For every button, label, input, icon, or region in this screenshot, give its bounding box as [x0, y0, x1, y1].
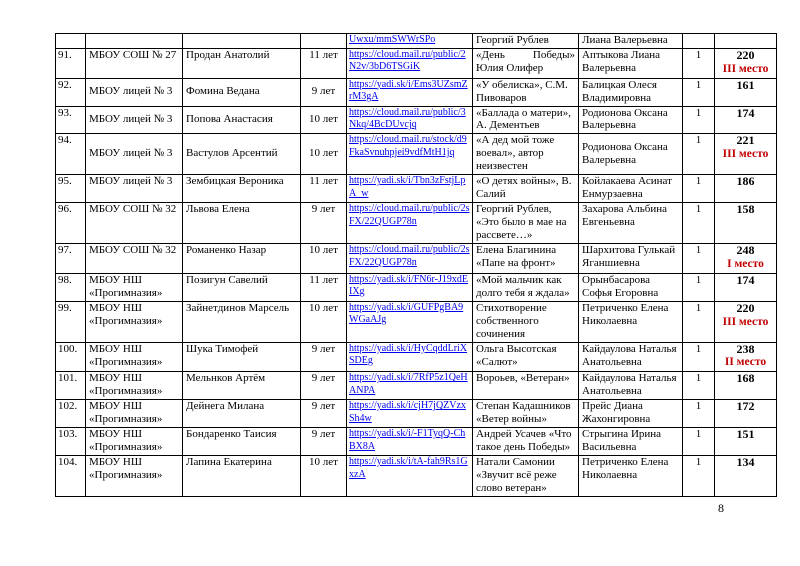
- count-cell: 1: [683, 48, 715, 78]
- table-row: [56, 78, 777, 106]
- age-cell: 10 лет: [301, 456, 347, 497]
- row-number-cell: 102.: [56, 400, 86, 428]
- participant-name-cell: Позигун Савелий: [183, 273, 301, 301]
- score-cell: [715, 456, 777, 497]
- school-cell: МБОУ НШ «Прогимназия»: [86, 273, 183, 301]
- row-number-cell: 91.: [56, 48, 86, 78]
- row-number-cell: 98.: [56, 273, 86, 301]
- age-cell: 9 лет: [301, 372, 347, 400]
- teacher-cell: Аптыкова Лиана Валерьевна: [579, 48, 683, 78]
- row-number-cell: 96.: [56, 203, 86, 244]
- score-cell: [715, 175, 777, 203]
- school-cell: МБОУ НШ «Прогимназия»: [86, 301, 183, 342]
- age-cell: 9 лет: [301, 203, 347, 244]
- teacher-cell: Стрыгина Ирина Васильевна: [579, 428, 683, 456]
- school-cell: МБОУ лицей № 3: [86, 175, 183, 203]
- work-link[interactable]: https://yadi.sk/i/HyCqddLriXSDEg: [349, 342, 468, 367]
- count-cell: 1: [683, 400, 715, 428]
- row-number-cell: 99.: [56, 301, 86, 342]
- participant-name-cell: Вастулов Арсентий: [183, 134, 301, 175]
- work-link[interactable]: https://yadi.sk/i/tA-fah9Rs1GxzA: [349, 456, 468, 480]
- teacher-cell: Балицкая Олеся Владимировна: [579, 78, 683, 106]
- work-link[interactable]: https://cloud.mail.ru/public/2N2v/3bD6TSGiK: [349, 48, 466, 73]
- work-link-cell: [347, 301, 473, 342]
- count-cell: [683, 34, 715, 49]
- score-value: 221: [736, 133, 755, 148]
- score-value: 220: [736, 48, 755, 62]
- score-value: 186: [736, 174, 755, 189]
- participant-name-cell: Дейнега Милана: [183, 400, 301, 428]
- school-cell: МБОУ НШ «Прогимназия»: [86, 456, 183, 497]
- carryover-row: [56, 34, 777, 49]
- table-row: [56, 301, 777, 342]
- row-number-cell: 100.: [56, 342, 86, 372]
- score-cell: [715, 244, 777, 274]
- teacher-cell: Лиана Валерьевна: [579, 34, 683, 49]
- row-number-cell: 95.: [56, 175, 86, 203]
- work-link-cell: [347, 134, 473, 175]
- school-cell: МБОУ СОШ № 27: [86, 48, 183, 78]
- score-cell: [715, 34, 777, 49]
- work-title-cell: «О детях войны», В. Салий: [473, 175, 579, 203]
- score-cell: [715, 301, 777, 342]
- participant-name-cell: Романенко Назар: [183, 244, 301, 274]
- teacher-cell: Захарова Альбина Евгеньевна: [579, 203, 683, 244]
- score-cell: [715, 106, 777, 134]
- score-value: 161: [736, 78, 755, 92]
- school-cell: МБОУ лицей № 3: [86, 134, 183, 175]
- teacher-cell: Кайдаулова Наталья Анатольевна: [579, 372, 683, 400]
- table-row: [56, 244, 777, 274]
- work-title-cell: Георгий Рублев, «Это было в мае на рассвете…»: [473, 203, 579, 244]
- participant-name-cell: Лапина Екатерина: [183, 456, 301, 497]
- work-link-cell: [347, 342, 473, 372]
- score-value: 174: [736, 273, 755, 287]
- teacher-cell: Петриченко Елена Николаевна: [579, 301, 683, 342]
- score-cell: [715, 428, 777, 456]
- participant-name-cell: Попова Анастасия: [183, 106, 301, 134]
- place-label: III место: [722, 148, 769, 161]
- place-label: II место: [724, 356, 767, 369]
- score-value: 134: [736, 455, 755, 470]
- participant-name-cell: Бондаренко Таисия: [183, 428, 301, 456]
- school-cell: МБОУ НШ «Прогимназия»: [86, 428, 183, 456]
- work-link[interactable]: https://cloud.mail.ru/public/2sFX/22QUGP78n: [349, 244, 470, 268]
- score-cell: [715, 48, 777, 78]
- age-cell: 11 лет: [301, 175, 347, 203]
- score-cell: [715, 203, 777, 244]
- row-number-cell: 92.: [56, 78, 86, 106]
- work-link-cell: [347, 372, 473, 400]
- score-value: 174: [736, 106, 755, 120]
- score-value: 220: [736, 301, 755, 315]
- work-link[interactable]: https://yadi.sk/i/cjH7jQZVzxSh4w: [349, 400, 466, 424]
- participant-name-cell: [183, 34, 301, 49]
- age-cell: 9 лет: [301, 428, 347, 456]
- age-cell: 11 лет: [301, 48, 347, 78]
- age-cell: 9 лет: [301, 400, 347, 428]
- work-link-cell: [347, 244, 473, 274]
- table-row: [56, 134, 777, 175]
- count-cell: 1: [683, 428, 715, 456]
- age-cell: 9 лет: [301, 342, 347, 372]
- table-row: [56, 342, 777, 372]
- work-title-cell: «Баллада о матери», А. Дементьев: [473, 106, 579, 134]
- count-cell: 1: [683, 301, 715, 342]
- count-cell: 1: [683, 175, 715, 203]
- count-cell: 1: [683, 273, 715, 301]
- score-value: 151: [736, 427, 755, 442]
- score-value: 168: [736, 371, 755, 386]
- school-cell: [86, 34, 183, 49]
- work-link[interactable]: https://yadi.sk/i/Tbn3zFstjLpA_w: [349, 175, 466, 199]
- teacher-cell: Петриченко Елена Николаевна: [579, 456, 683, 497]
- row-number-cell: 93.: [56, 106, 86, 134]
- work-link[interactable]: https://cloud.mail.ru/public/3Nkq/4BcDUvcjq: [349, 106, 466, 130]
- participant-name-cell: Шука Тимофей: [183, 342, 301, 372]
- count-cell: 1: [683, 106, 715, 134]
- count-cell: 1: [683, 78, 715, 106]
- participant-name-cell: Мельнков Артём: [183, 372, 301, 400]
- count-cell: 1: [683, 372, 715, 400]
- page-number: 8: [718, 501, 724, 515]
- school-cell: МБОУ лицей № 3: [86, 78, 183, 106]
- teacher-cell: Орынбасарова Софья Егоровна: [579, 273, 683, 301]
- school-cell: МБОУ СОШ № 32: [86, 244, 183, 274]
- work-title-cell: Елена Благинина «Папе на фронт»: [473, 244, 579, 274]
- results-table: [55, 33, 777, 497]
- work-link[interactable]: Uwxu/mmSWWrSPo: [349, 34, 436, 45]
- age-cell: [301, 34, 347, 49]
- work-link-cell: [347, 428, 473, 456]
- work-title-cell: Георгий Рублев: [473, 34, 579, 49]
- age-cell: 10 лет: [301, 134, 347, 175]
- work-link[interactable]: https://yadi.sk/i/GUFPgBA9WGaAJg: [349, 301, 464, 326]
- teacher-cell: Шархитова Гулькай Яганшиевна: [579, 244, 683, 274]
- score-cell: [715, 372, 777, 400]
- row-number-cell: 101.: [56, 372, 86, 400]
- school-cell: МБОУ НШ «Прогимназия»: [86, 372, 183, 400]
- score-cell: [715, 78, 777, 106]
- work-title-cell: «У обелиска», С.М. Пивоваров: [473, 78, 579, 106]
- score-value: 172: [736, 399, 755, 414]
- work-link-cell: [347, 175, 473, 203]
- row-number-cell: 103.: [56, 428, 86, 456]
- score-value: 158: [736, 202, 755, 217]
- participant-name-cell: Зембицкая Вероника: [183, 175, 301, 203]
- row-number-cell: 97.: [56, 244, 86, 274]
- work-title-cell: «День Победы» Юлия Олифер: [473, 48, 579, 78]
- work-link-cell: [347, 34, 473, 49]
- table-row: [56, 106, 777, 134]
- score-cell: [715, 342, 777, 372]
- work-title-cell: Ольга Высотская «Салют»: [473, 342, 579, 372]
- count-cell: 1: [683, 456, 715, 497]
- teacher-cell: Койлакаева Асинат Енмурзаевна: [579, 175, 683, 203]
- work-link[interactable]: https://yadi.sk/i/-F1TyqQ-ChBX8A: [349, 428, 466, 452]
- age-cell: 9 лет: [301, 78, 347, 106]
- place-label: III место: [722, 62, 769, 75]
- work-title-cell: «Мой мальчик как долго тебя я ждала»: [473, 273, 579, 301]
- work-link-cell: [347, 48, 473, 78]
- teacher-cell: Прейс Диана Жахонгировна: [579, 400, 683, 428]
- work-link[interactable]: https://yadi.sk/i/FN6r-J19xdEIXg: [349, 273, 468, 298]
- work-link-cell: [347, 203, 473, 244]
- participant-name-cell: Фомина Ведана: [183, 78, 301, 106]
- table-row: [56, 400, 777, 428]
- table-row: [56, 273, 777, 301]
- score-cell: [715, 400, 777, 428]
- age-cell: 10 лет: [301, 106, 347, 134]
- school-cell: МБОУ СОШ № 32: [86, 203, 183, 244]
- count-cell: 1: [683, 203, 715, 244]
- table-row: [56, 428, 777, 456]
- work-title-cell: Вороьев, «Ветеран»: [473, 372, 579, 400]
- work-link[interactable]: https://cloud.mail.ru/stock/d9FkaSvnuhpjei9vdfMtH1jq: [349, 134, 467, 158]
- place-label: I место: [727, 257, 764, 270]
- table-row: [56, 203, 777, 244]
- age-cell: 10 лет: [301, 244, 347, 274]
- participant-name-cell: Зайнетдинов Марсель: [183, 301, 301, 342]
- score-cell: [715, 134, 777, 175]
- work-link-cell: [347, 78, 473, 106]
- table-row: [56, 175, 777, 203]
- school-cell: МБОУ НШ «Прогимназия»: [86, 400, 183, 428]
- work-link-cell: [347, 456, 473, 497]
- teacher-cell: Родионова Оксана Валерьевна: [579, 106, 683, 134]
- age-cell: 11 лет: [301, 273, 347, 301]
- work-title-cell: Степан Кадашников «Ветер войны»: [473, 400, 579, 428]
- teacher-cell: Родионова Оксана Валерьевна: [579, 134, 683, 175]
- teacher-cell: Кайдаулова Наталья Анатольевна: [579, 342, 683, 372]
- place-label: III место: [722, 315, 769, 328]
- work-link[interactable]: https://yadi.sk/i/Ems3UZsmZrM3gA: [349, 78, 468, 103]
- score-value: 248: [736, 243, 755, 258]
- work-title-cell: Натали Самонии «Звучит всё реже слово ветеран»: [473, 456, 579, 497]
- work-link[interactable]: https://yadi.sk/i/7RfP5z1QeHANPA: [349, 372, 468, 396]
- work-title-cell: Андрей Усачев «Что такое день Победы»: [473, 428, 579, 456]
- count-cell: 1: [683, 342, 715, 372]
- count-cell: 1: [683, 244, 715, 274]
- table-row: [56, 372, 777, 400]
- work-link-cell: [347, 106, 473, 134]
- school-cell: МБОУ лицей № 3: [86, 106, 183, 134]
- age-cell: 10 лет: [301, 301, 347, 342]
- row-number-cell: [56, 34, 86, 49]
- row-number-cell: 104.: [56, 456, 86, 497]
- work-link-cell: [347, 400, 473, 428]
- table-row: [56, 48, 777, 78]
- row-number-cell: 94.: [56, 134, 86, 175]
- participant-name-cell: Продан Анатолий: [183, 48, 301, 78]
- school-cell: МБОУ НШ «Прогимназия»: [86, 342, 183, 372]
- participant-name-cell: Львова Елена: [183, 203, 301, 244]
- work-title-cell: «А дед мой тоже воевал», автор неизвестен: [473, 134, 579, 175]
- work-title-cell: Стихотворение собственного сочинения: [473, 301, 579, 342]
- table-row: [56, 456, 777, 497]
- count-cell: 1: [683, 134, 715, 175]
- work-link-cell: [347, 273, 473, 301]
- work-link[interactable]: https://cloud.mail.ru/public/2sFX/22QUGP78n: [349, 203, 470, 227]
- score-value: 238: [736, 342, 755, 356]
- score-cell: [715, 273, 777, 301]
